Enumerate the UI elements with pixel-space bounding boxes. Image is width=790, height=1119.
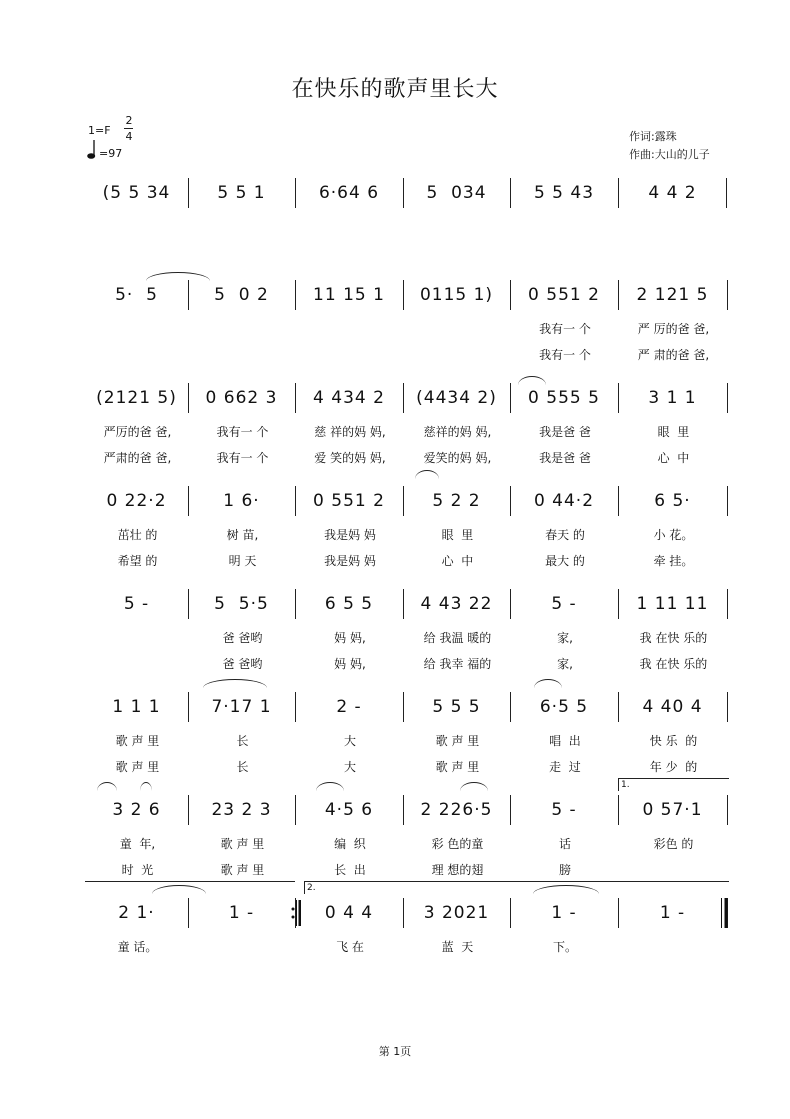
lyric-text: 希望 的: [117, 554, 158, 568]
measure-notes: 6 5 5: [324, 594, 374, 614]
lyric-text: 家,: [557, 631, 573, 645]
quarter-note-icon: [87, 140, 97, 160]
measure-notes: 1 -: [228, 903, 255, 923]
measure-notes: 0 551 2: [313, 491, 385, 511]
barline: [618, 383, 619, 413]
measure-notes: 3 2 6: [112, 800, 161, 820]
lyric-text: 我是爸 爸: [539, 425, 591, 439]
notation-row: [85, 795, 727, 825]
lyric-text: 严肃的爸 爸,: [103, 451, 172, 465]
measure-notes: 4 43 22: [420, 594, 493, 614]
lyric-text: 长 出: [334, 863, 366, 877]
barline: [727, 589, 728, 619]
measure-notes: 2 226·5: [420, 800, 493, 820]
lyric-text: 歌 声 里: [220, 863, 265, 877]
barline: [618, 589, 619, 619]
lyric-line: [85, 758, 727, 774]
lyric-text: 明 天: [228, 554, 257, 568]
barline: [188, 898, 189, 928]
lyric-text: 眼 里: [657, 425, 690, 439]
lyric-text: 严 肃的爸 爸,: [637, 348, 710, 362]
lyric-line: [85, 346, 727, 362]
lyric-text: 心 中: [657, 451, 690, 465]
lyric-text: 牵 挂。: [653, 554, 694, 568]
barline: [403, 795, 404, 825]
notation-row: [85, 692, 727, 722]
lyric-text: 年 少 的: [649, 760, 698, 774]
notation-row: [85, 280, 727, 310]
lyric-text: 童 话。: [117, 940, 158, 954]
barline: [618, 280, 619, 310]
barline: [618, 692, 619, 722]
lyric-text: 爸 爸哟: [222, 657, 263, 671]
barline: [403, 178, 404, 208]
lyric-text: 大: [343, 734, 356, 748]
barline: [403, 383, 404, 413]
composer-credit: 作曲:大山的儿子: [629, 148, 710, 161]
measure-notes: 1 -: [659, 903, 686, 923]
lyric-line: [85, 320, 727, 336]
measure-notes: 5 034: [426, 183, 487, 203]
measure-notes: 1 -: [551, 903, 577, 923]
lyric-text: 快 乐 的: [649, 734, 698, 748]
barline: [510, 898, 511, 928]
lyric-text: 下。: [552, 940, 577, 954]
measure-notes: 1 6·: [223, 491, 260, 511]
measure-notes: 4·5 6: [324, 800, 374, 820]
measure-notes: 2 1·: [118, 903, 155, 923]
lyric-line: [85, 552, 727, 568]
lyric-text: 妈 妈,: [334, 657, 366, 671]
measure-notes: 5 -: [123, 594, 150, 614]
page-number: 第 1页: [378, 1045, 412, 1058]
lyric-text: 给 我温 暖的: [423, 631, 492, 645]
lyric-text: 长: [236, 734, 249, 748]
measure-notes: 0115 1): [419, 285, 494, 305]
lyric-line: [85, 526, 727, 542]
barline: [510, 486, 511, 516]
time-signature-bottom: 4: [125, 130, 133, 143]
measure-notes: 5 -: [551, 800, 577, 820]
lyric-text: 我是妈 妈: [324, 554, 376, 568]
lyric-text: 严 厉的爸 爸,: [637, 322, 710, 336]
lyric-line: [85, 423, 727, 439]
barline: [727, 280, 728, 310]
lyric-line: [85, 655, 727, 671]
measure-notes: 6·5 5: [539, 697, 589, 717]
lyric-text: 蓝 天: [441, 940, 474, 954]
measure-notes: 5 5 5: [432, 697, 481, 717]
lyric-text: 爱笑的妈 妈,: [423, 451, 492, 465]
barline: [188, 692, 189, 722]
lyric-text: 理 想的翅: [431, 863, 484, 877]
lyric-text: 树 苗,: [226, 528, 259, 542]
measure-notes: 0 555 5: [528, 388, 600, 408]
lyric-text: 小 花。: [653, 528, 694, 542]
measure-notes: (4434 2): [416, 388, 497, 408]
measure-notes: 0 4 4: [324, 903, 374, 923]
lyric-text: 童 年,: [119, 837, 156, 851]
lyric-text: 我有一 个: [539, 348, 591, 362]
measure-notes: 5 5 43: [533, 183, 595, 203]
barline: [188, 486, 189, 516]
barline: [510, 383, 511, 413]
measure-notes: (2121 5): [96, 388, 177, 408]
lyric-line: [85, 732, 727, 748]
barline: [510, 795, 511, 825]
lyric-text: 编 织: [334, 837, 366, 851]
measure-notes: 5 0 2: [214, 285, 269, 305]
barline: [510, 589, 511, 619]
notation-row: [85, 383, 727, 413]
tempo-marking: =97: [99, 147, 123, 160]
lyric-text: 眼 里: [441, 528, 474, 542]
measure-notes: 3 1 1: [648, 388, 697, 408]
lyric-text: 妈 妈,: [334, 631, 366, 645]
lyric-text: 我有一 个: [216, 451, 269, 465]
barline: [188, 795, 189, 825]
barline: [403, 280, 404, 310]
lyric-text: 飞 在: [336, 940, 364, 954]
lyric-line: [85, 835, 727, 851]
barline: [727, 692, 728, 722]
measure-notes: 3 2021: [423, 903, 490, 923]
measure-notes: 0 44·2: [533, 491, 595, 511]
lyric-text: 爸 爸哟: [222, 631, 263, 645]
lyric-text: 我有一 个: [539, 322, 591, 336]
music-system: [85, 898, 727, 998]
measure-notes: (5 5 34: [102, 183, 171, 203]
notation-row: [85, 486, 727, 516]
barline: [727, 795, 728, 825]
volta-line: [85, 881, 295, 882]
lyric-line: [85, 629, 727, 645]
lyric-text: 心 中: [441, 554, 474, 568]
measure-notes: 5 2 2: [432, 491, 481, 511]
music-system: [85, 486, 727, 586]
measure-notes: 6 5·: [654, 491, 691, 511]
lyric-text: 我有一 个: [216, 425, 269, 439]
lyric-text: 走 过: [549, 760, 581, 774]
lyric-text: 茁壮 的: [117, 528, 158, 542]
lyric-text: 时 光: [121, 863, 154, 877]
measure-notes: 0 22·2: [106, 491, 167, 511]
notation-row: [85, 589, 727, 619]
page-title: 在快乐的歌声里长大: [291, 77, 499, 102]
barline: [403, 898, 404, 928]
lyric-text: 慈 祥的妈 妈,: [314, 425, 386, 439]
repeat-sign: [291, 900, 301, 926]
barline: [295, 589, 296, 619]
measure-notes: 6·64 6: [318, 183, 380, 203]
time-signature: [124, 114, 134, 143]
measure-notes: 5· 5: [115, 285, 158, 305]
barline: [727, 383, 728, 413]
lyric-line: [85, 861, 727, 877]
measure-notes: 11 15 1: [313, 285, 385, 305]
lyric-text: 我是妈 妈: [324, 528, 376, 542]
barline: [188, 589, 189, 619]
barline: [403, 589, 404, 619]
barline: [295, 280, 296, 310]
barline: [618, 898, 619, 928]
lyric-text: 长: [236, 760, 249, 774]
lyricist-credit: 作词:露珠: [629, 130, 677, 143]
lyric-text: 给 我幸 福的: [423, 657, 492, 671]
measure-notes: 2 -: [336, 697, 362, 717]
barline: [510, 280, 511, 310]
measure-notes: 4 434 2: [313, 388, 385, 408]
barline: [726, 178, 727, 208]
barline: [403, 486, 404, 516]
lyric-text: 我是爸 爸: [539, 451, 591, 465]
lyric-text: 唱 出: [549, 734, 581, 748]
lyric-text: 春天 的: [545, 528, 585, 542]
barline: [618, 486, 619, 516]
lyric-text: 慈祥的妈 妈,: [423, 425, 492, 439]
notation-row: [85, 898, 727, 928]
time-signature-top: 2: [125, 114, 133, 127]
barline: [618, 178, 619, 208]
music-system: [85, 589, 727, 689]
measure-notes: 1 1 1: [112, 697, 161, 717]
lyric-text: 歌 声 里: [115, 760, 160, 774]
barline: [295, 383, 296, 413]
music-system: [85, 280, 727, 380]
barline: [295, 692, 296, 722]
notation-row: [85, 178, 727, 208]
lyric-text: 歌 声 里: [435, 760, 480, 774]
barline: [727, 486, 728, 516]
music-system: [85, 692, 727, 792]
lyric-text: 最大 的: [545, 554, 585, 568]
measure-notes: 23 2 3: [211, 800, 272, 820]
lyric-text: 我 在快 乐的: [639, 631, 708, 645]
volta-bracket-1: 1.: [618, 778, 729, 791]
measure-notes: 0 662 3: [205, 388, 278, 408]
lyric-line: [85, 449, 727, 465]
barline: [295, 486, 296, 516]
lyric-text: 大: [343, 760, 356, 774]
measure-notes: 5 -: [551, 594, 577, 614]
barline: [510, 178, 511, 208]
measure-notes: 0 551 2: [528, 285, 600, 305]
lyric-text: 歌 声 里: [220, 837, 265, 851]
barline: [510, 692, 511, 722]
measure-notes: 5 5 1: [217, 183, 266, 203]
music-system: [85, 795, 727, 895]
volta-bracket-2: 2.: [304, 881, 729, 894]
lyric-text: 膀: [558, 863, 571, 877]
lyric-text: 歌 声 里: [435, 734, 480, 748]
lyric-text: 歌 声 里: [115, 734, 160, 748]
lyric-text: 彩色 的: [653, 837, 694, 851]
lyric-text: 严厉的爸 爸,: [103, 425, 172, 439]
lyric-text: 话: [558, 837, 571, 851]
measure-notes: 4 4 2: [648, 183, 697, 203]
lyric-line: [85, 938, 727, 954]
measure-notes: 2 121 5: [636, 285, 709, 305]
music-system: [85, 383, 727, 483]
barline: [188, 280, 189, 310]
measure-notes: 7·17 1: [211, 697, 272, 717]
barline: [618, 795, 619, 825]
barline: [295, 178, 296, 208]
lyric-text: 爱 笑的妈 妈,: [314, 451, 386, 465]
lyric-text: 我 在快 乐的: [639, 657, 708, 671]
lyric-text: 家,: [557, 657, 573, 671]
lyric-text: 彩 色的童: [431, 837, 484, 851]
music-system: [85, 178, 727, 278]
barline: [403, 692, 404, 722]
final-barline: [721, 898, 729, 928]
measure-notes: 1 11 11: [636, 594, 709, 614]
barline: [188, 178, 189, 208]
measure-notes: 5 5·5: [214, 594, 269, 614]
measure-notes: 4 40 4: [642, 697, 703, 717]
barline: [188, 383, 189, 413]
measure-notes: 0 57·1: [642, 800, 703, 820]
key-signature: 1=F: [88, 124, 111, 137]
barline: [295, 795, 296, 825]
